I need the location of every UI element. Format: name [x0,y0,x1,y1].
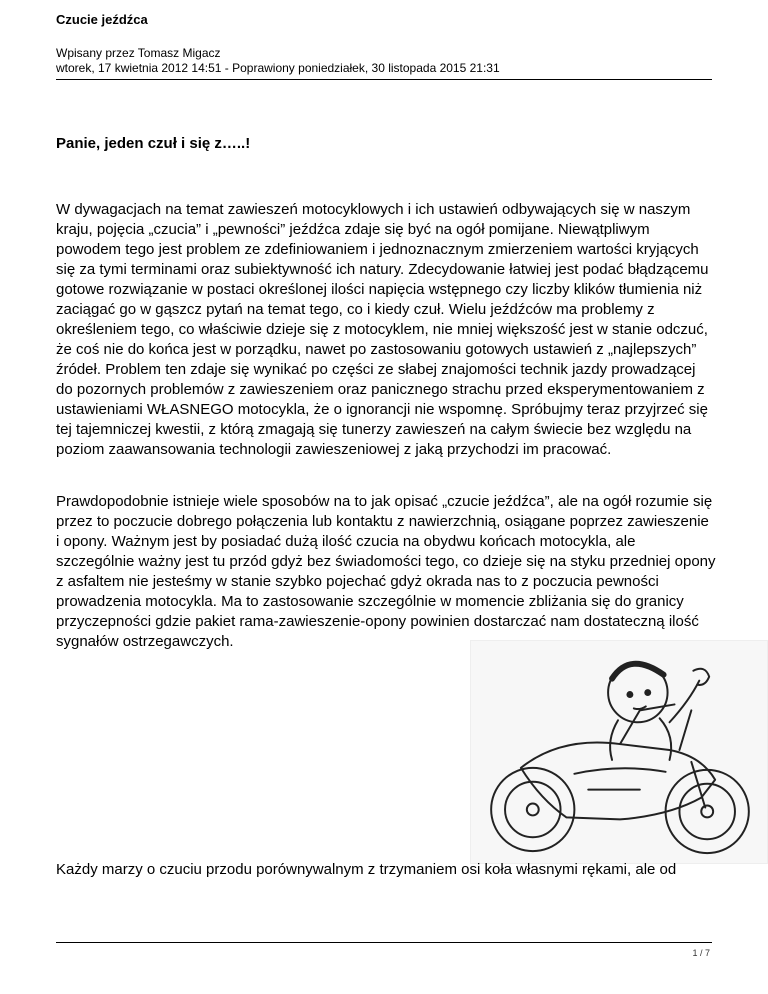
author-line: Wpisany przez Tomasz Migacz [56,46,221,60]
header-divider [56,79,712,80]
page-number: 1 / 7 [692,948,710,958]
paragraph-3: Każdy marzy o czuciu przodu porównywalnym z trzymaniem osi koła własnymi rękami, ale od [56,861,677,878]
page-title: Czucie jeźdźca [56,12,148,27]
paragraph-2: Prawdopodobnie istnieje wiele sposobów na to jak opisać „czucie jeźdźca”, ale na ogół rozumie się przez to poczucie dobrego połączenia lub kontaktu z nawierzchnią, osiągane poprzez zawieszenie i opony. Ważnym jest by posiadać dużą ilość czucia na obydwu końcach motocykla, ale szczególnie ważny jest tu przód gdyż bez świadomości tego, co dzieje się na styku przedniej opony z asfaltem nie jesteśmy w stanie szybko pojechać gdyż okrada nas to z poczucia pewności prowadzenia motocykla. Ma to zastosowanie szczególnie w momencie zbliżania się do granicy przyczepności gdzie pakiet rama-zawieszenie-opony powinien dostarczać nam dostateczną ilość sygnałów ostrzegawczych. [56,493,716,650]
footer-divider [56,942,712,943]
paragraph-1: W dywagacjach na temat zawieszeń motocyklowych i ich ustawień odbywających się w naszym kraju, pojęcia „czucia” i „pewności” jeźdźca zdaje się być na ogół pomijane. Niewątpliwym powodem tego jest problem ze zdefiniowaniem i jednoznacznym zmierzeniem wartości kryjących się za tymi terminami oraz subiektywność ich natury. Zdecydowanie łatwiej jest podać błądzącemu gotowe rozwiązanie w postaci określonej ilości napięcia wstępnego czy liczby klików tłumienia niż zaciągać go w gąszcz pytań na temat tego, co i kiedy czuł. Wielu jeźdźców ma problemy z określeniem tego, co właściwie dzieje się z motocyklem, nie mniej większość jest w stanie odczuć, że coś nie do końca jest w porządku, nawet po zastosowaniu gotowych ustawień z „najlepszych” źródeł. Problem ten zdaje się wynikać po części ze słabej znajomości technik jazdy prowadzącej do pozornych problemów z zawieszeniem oraz panicznego strachu przed eksperymentowaniem z ustawieniami WŁASNEGO motocykla, że o ignorancji nie wspomnę. Spróbujmy teraz przyjrzeć się tej tajemniczej kwestii, z którą zmagają się tunerzy zawieszeń na całym świecie bez względu na poziom zaawansowania technologii zawieszeniowej z jaką przychodzi im pracować. [56,201,709,458]
article-meta [56,46,500,76]
rider-motorcycle-illustration [470,640,768,864]
article-subtitle: Panie, jeden czuł i się z…..! [56,135,251,152]
date-line: wtorek, 17 kwietnia 2012 14:51 - Poprawiony poniedziałek, 30 listopada 2015 21:31 [56,61,500,75]
